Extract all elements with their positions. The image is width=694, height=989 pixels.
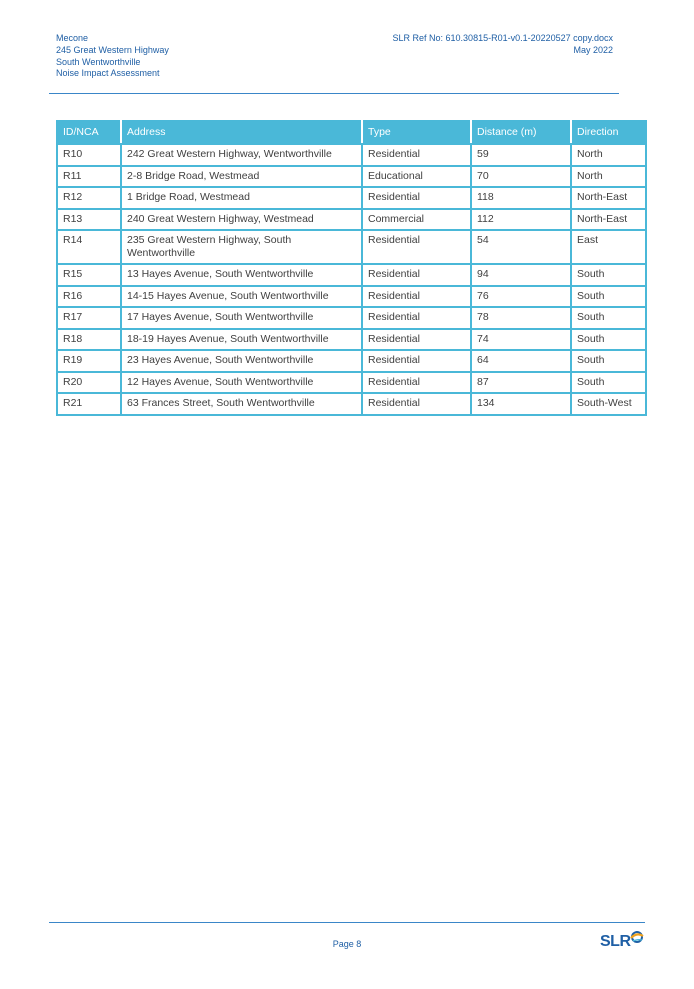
column-header-direction: Direction <box>571 121 646 144</box>
cell-id: R21 <box>57 393 121 415</box>
table-row <box>57 166 646 188</box>
cell-address: 23 Hayes Avenue, South Wentworthville <box>121 350 362 372</box>
cell-type: Residential <box>362 264 471 286</box>
cell-address: 14-15 Hayes Avenue, South Wentworthville <box>121 286 362 308</box>
cell-type: Residential <box>362 372 471 394</box>
cell-direction: North-East <box>571 187 646 209</box>
column-header-distance: Distance (m) <box>471 121 571 144</box>
cell-distance: 112 <box>471 209 571 231</box>
cell-distance: 134 <box>471 393 571 415</box>
cell-address: 240 Great Western Highway, Westmead <box>121 209 362 231</box>
page-number: Page 8 <box>332 939 362 949</box>
table-row <box>57 393 646 415</box>
cell-direction: South <box>571 264 646 286</box>
cell-id: R19 <box>57 350 121 372</box>
column-header-address: Address <box>121 121 362 144</box>
cell-id: R14 <box>57 230 121 264</box>
cell-distance: 64 <box>471 350 571 372</box>
cell-type: Residential <box>362 230 471 264</box>
header-address-suburb: South Wentworthville <box>56 56 141 67</box>
cell-address: 12 Hayes Avenue, South Wentworthville <box>121 372 362 394</box>
cell-id: R12 <box>57 187 121 209</box>
cell-direction: South <box>571 307 646 329</box>
cell-id: R16 <box>57 286 121 308</box>
cell-distance: 70 <box>471 166 571 188</box>
table-row <box>57 264 646 286</box>
cell-address: 235 Great Western Highway, South Wentworthville <box>121 230 362 264</box>
logo-text: SLR <box>600 933 631 950</box>
cell-direction: East <box>571 230 646 264</box>
cell-direction: North-East <box>571 209 646 231</box>
header-left <box>56 33 169 80</box>
cell-address: 1 Bridge Road, Westmead <box>121 187 362 209</box>
cell-direction: North <box>571 166 646 188</box>
cell-id: R18 <box>57 329 121 351</box>
cell-direction: North <box>571 144 646 166</box>
cell-distance: 118 <box>471 187 571 209</box>
cell-id: R20 <box>57 372 121 394</box>
cell-type: Residential <box>362 393 471 415</box>
table-row <box>57 372 646 394</box>
table-row <box>57 187 646 209</box>
cell-type: Residential <box>362 307 471 329</box>
cell-direction: South-West <box>571 393 646 415</box>
cell-type: Residential <box>362 187 471 209</box>
slr-logo <box>600 929 650 953</box>
cell-distance: 54 <box>471 230 571 264</box>
table-row <box>57 350 646 372</box>
cell-distance: 78 <box>471 307 571 329</box>
cell-type: Residential <box>362 286 471 308</box>
table-body <box>57 144 646 415</box>
table-row <box>57 329 646 351</box>
table-header-row <box>57 121 646 144</box>
cell-address: 17 Hayes Avenue, South Wentworthville <box>121 307 362 329</box>
cell-distance: 87 <box>471 372 571 394</box>
cell-type: Residential <box>362 350 471 372</box>
cell-type: Residential <box>362 329 471 351</box>
cell-address: 63 Frances Street, South Wentworthville <box>121 393 362 415</box>
header-divider <box>49 93 619 94</box>
cell-direction: South <box>571 286 646 308</box>
cell-direction: South <box>571 350 646 372</box>
table-row <box>57 307 646 329</box>
table-row <box>57 209 646 231</box>
cell-address: 18-19 Hayes Avenue, South Wentworthville <box>121 329 362 351</box>
footer-divider <box>49 922 645 923</box>
header-date: May 2022 <box>573 44 613 55</box>
receivers-table <box>56 120 647 416</box>
column-header-type: Type <box>362 121 471 144</box>
cell-direction: South <box>571 329 646 351</box>
cell-distance: 94 <box>471 264 571 286</box>
cell-id: R11 <box>57 166 121 188</box>
header-address-street: 245 Great Western Highway <box>56 44 169 55</box>
cell-direction: South <box>571 372 646 394</box>
cell-type: Commercial <box>362 209 471 231</box>
cell-id: R10 <box>57 144 121 166</box>
cell-address: 242 Great Western Highway, Wentworthville <box>121 144 362 166</box>
cell-type: Residential <box>362 144 471 166</box>
cell-distance: 74 <box>471 329 571 351</box>
cell-distance: 59 <box>471 144 571 166</box>
cell-id: R17 <box>57 307 121 329</box>
cell-type: Educational <box>362 166 471 188</box>
cell-distance: 76 <box>471 286 571 308</box>
column-header-id: ID/NCA <box>57 121 121 144</box>
cell-id: R13 <box>57 209 121 231</box>
table-row <box>57 144 646 166</box>
header-right <box>393 33 613 57</box>
header-company: Mecone <box>56 33 89 43</box>
slr-swoosh-icon <box>629 930 645 944</box>
header-ref-number: SLR Ref No: 610.30815-R01-v0.1-20220527 copy.docx <box>392 33 613 43</box>
cell-address: 13 Hayes Avenue, South Wentworthville <box>121 264 362 286</box>
cell-id: R15 <box>57 264 121 286</box>
table-row <box>57 286 646 308</box>
header-report-title: Noise Impact Assessment <box>56 68 160 79</box>
cell-address: 2-8 Bridge Road, Westmead <box>121 166 362 188</box>
table-row <box>57 230 646 264</box>
